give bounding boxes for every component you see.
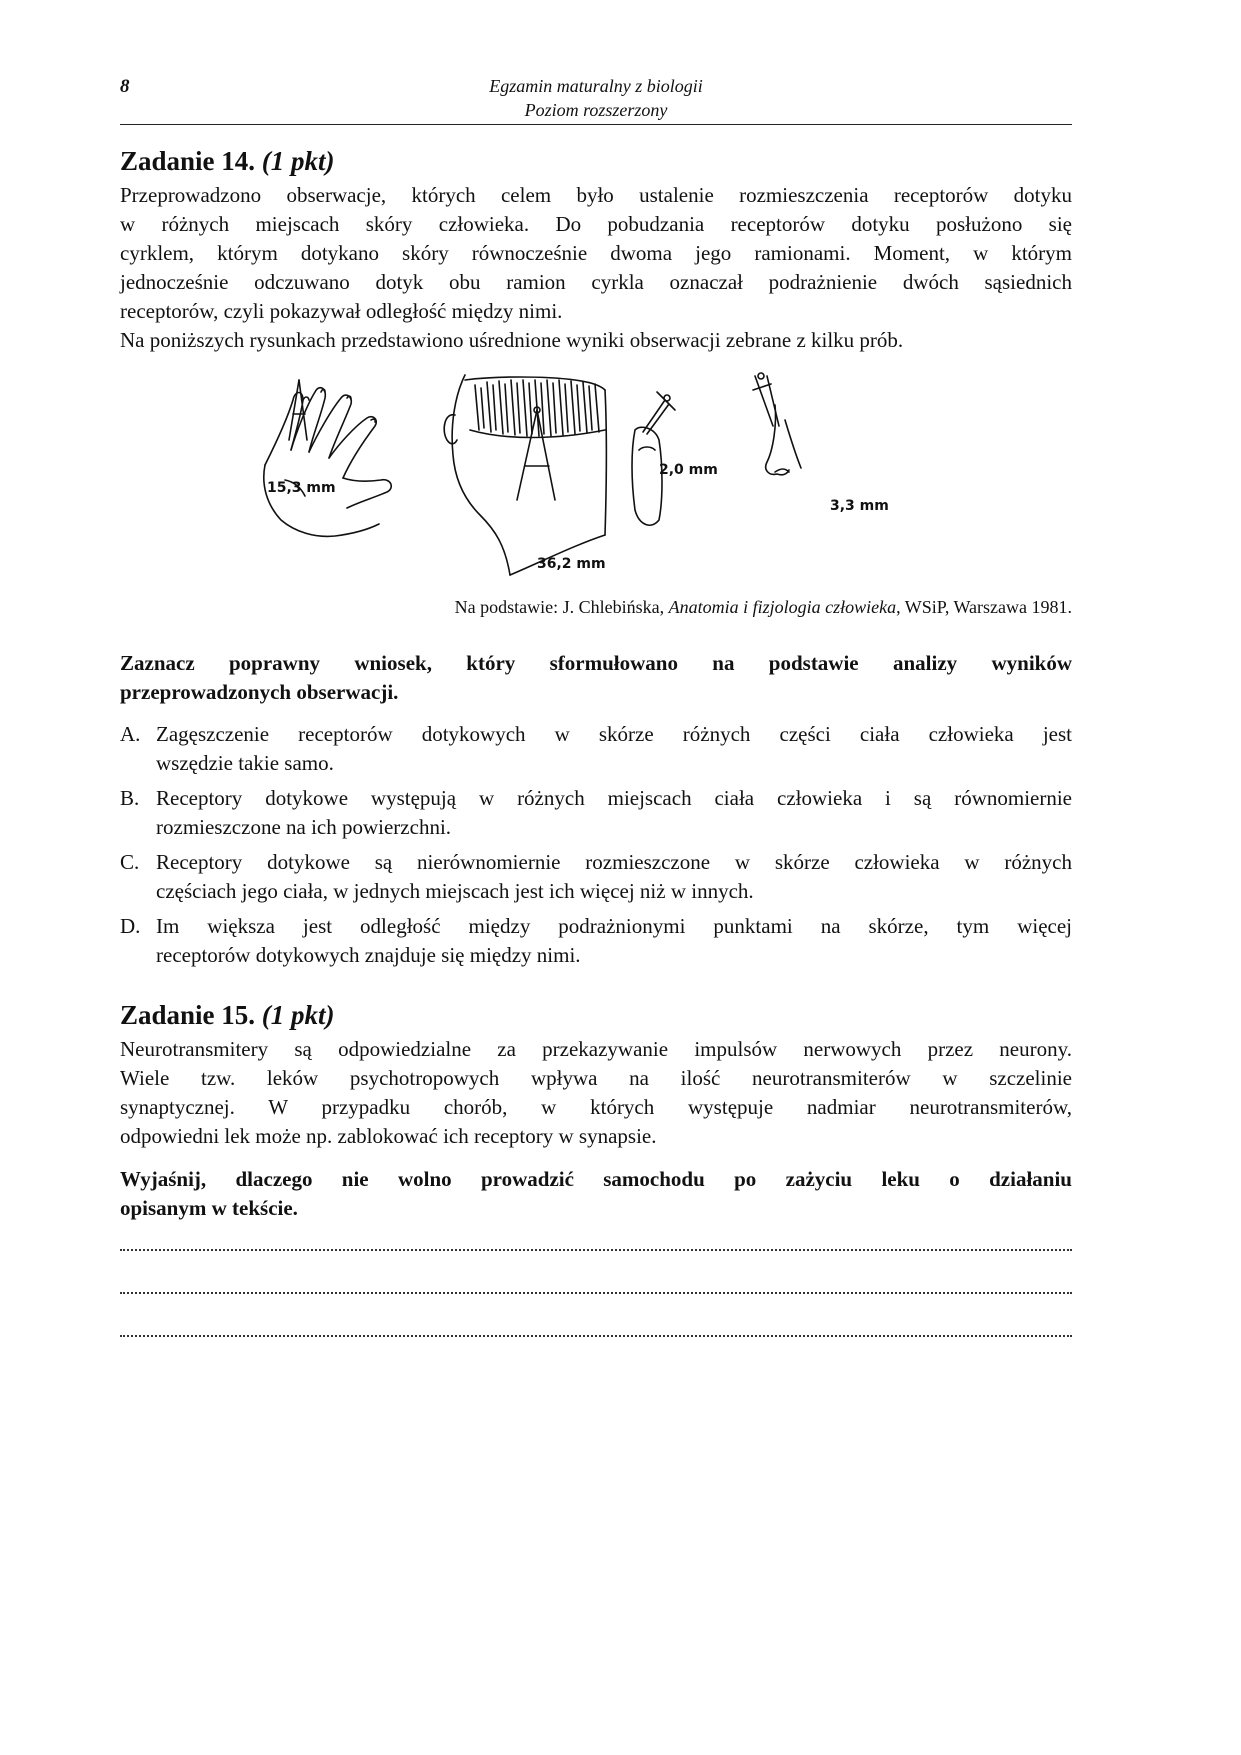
option-line: receptorów dotykowych znajduje się między nimi. [156,943,581,967]
figure-drawing [255,370,905,580]
answer-line-3[interactable] [120,1333,1072,1337]
intro-line: Neurotransmitery są odpowiedzialne za przekazywanie impulsów nerwowych przez neurony. [120,1037,1072,1061]
option-c[interactable] [120,848,1072,906]
nose-drawing [753,373,801,475]
option-b[interactable] [120,784,1072,842]
option-letter: A. [120,722,141,746]
neck-drawing [444,375,606,575]
instruction-line: Wyjaśnij, dlaczego nie wolno prowadzić samochodu po zażyciu leku o działaniu [120,1167,1072,1191]
option-line: rozmieszczone na ich powierzchni. [156,815,452,839]
instruction-line: przeprowadzonych obserwacji. [120,680,399,704]
source-book-title: Anatomia i fizjologia człowieka [668,597,897,617]
task-14-points: (1 pkt) [261,146,335,176]
option-line: Zagęszczenie receptorów dotykowych w skórze różnych części ciała człowieka jest [156,722,1072,746]
task-15-intro [120,1035,1072,1151]
intro-line: jednocześnie odczuwano dotyk obu ramion cyrkla oznaczał podrażnienie dwóch sąsiednich [120,270,1072,294]
exam-level: Poziom rozszerzony [524,100,668,120]
finger-distance-label: 2,0 mm [659,462,718,478]
task-15-number: Zadanie 15. [120,1000,256,1030]
task-14-title [120,146,335,177]
intro-line: w różnych miejscach skóry człowieka. Do pobudzania receptorów dotyku posłużono się [120,212,1072,236]
intro-line: Przeprowadzono obserwacje, których celem było ustalenie rozmieszczenia receptorów dotyku [120,183,1072,207]
option-line: częściach jego ciała, w jednych miejscach jest ich więcej niż w innych. [156,879,754,903]
intro-line: cyrklem, którym dotykano skóry równocześnie dwoma jego ramionami. Moment, w którym [120,241,1072,265]
option-letter: C. [120,850,140,874]
task-15-points: (1 pkt) [261,1000,335,1030]
task-15-instruction [120,1165,1072,1223]
figure-source [340,597,1072,618]
option-letter: D. [120,914,141,938]
option-line: Receptory dotykowe występują w różnych miejscach ciała człowieka i są równomiernie [156,786,1072,810]
source-suffix: , WSiP, Warszawa 1981. [896,597,1072,617]
answer-line-1[interactable] [120,1247,1072,1251]
header-titles [120,74,1072,122]
compass-test-figure [255,370,905,580]
task-14-instruction [120,649,1072,707]
intro-line: odpowiedni lek może np. zablokować ich receptory w synapsie. [120,1124,657,1148]
nose-distance-label: 3,3 mm [830,498,889,514]
exam-title: Egzamin maturalny z biologii [489,76,703,96]
option-d[interactable] [120,912,1072,970]
page-number: 8 [120,76,130,97]
task-14-number: Zadanie 14. [120,146,256,176]
intro-line: receptorów, czyli pokazywał odległość między nimi. [120,299,563,323]
option-text [156,912,1072,970]
task-14-intro [120,181,1072,355]
hand-distance-label: 15,3 mm [267,480,336,496]
option-letter: B. [120,786,140,810]
intro-line: Na poniższych rysunkach przedstawiono uśrednione wyniki obserwacji zebrane z kilku prób. [120,328,904,352]
fingertip-drawing [632,392,675,525]
neck-distance-label: 36,2 mm [537,556,606,572]
hand-drawing [264,380,391,536]
instruction-line: Zaznacz poprawny wniosek, który sformułowano na podstawie analizy wyników [120,651,1072,675]
option-text [156,784,1072,842]
page-header [120,72,1072,125]
option-line: Im większa jest odległość między podrażnionymi punktami na skórze, tym więcej [156,914,1072,938]
option-a[interactable] [120,720,1072,778]
source-prefix: Na podstawie: J. Chlebińska, [454,597,669,617]
option-text [156,720,1072,778]
answer-line-2[interactable] [120,1290,1072,1294]
option-text [156,848,1072,906]
intro-line: synaptycznej. W przypadku chorób, w których występuje nadmiar neurotransmiterów, [120,1095,1072,1119]
task-15-title [120,1000,335,1031]
intro-line: Wiele tzw. leków psychotropowych wpływa na ilość neurotransmiterów w szczelinie [120,1066,1072,1090]
option-line: wszędzie takie samo. [156,751,334,775]
instruction-line: opisanym w tekście. [120,1196,298,1220]
answer-options [120,720,1072,976]
option-line: Receptory dotykowe są nierównomiernie rozmieszczone w skórze człowieka w różnych [156,850,1072,874]
